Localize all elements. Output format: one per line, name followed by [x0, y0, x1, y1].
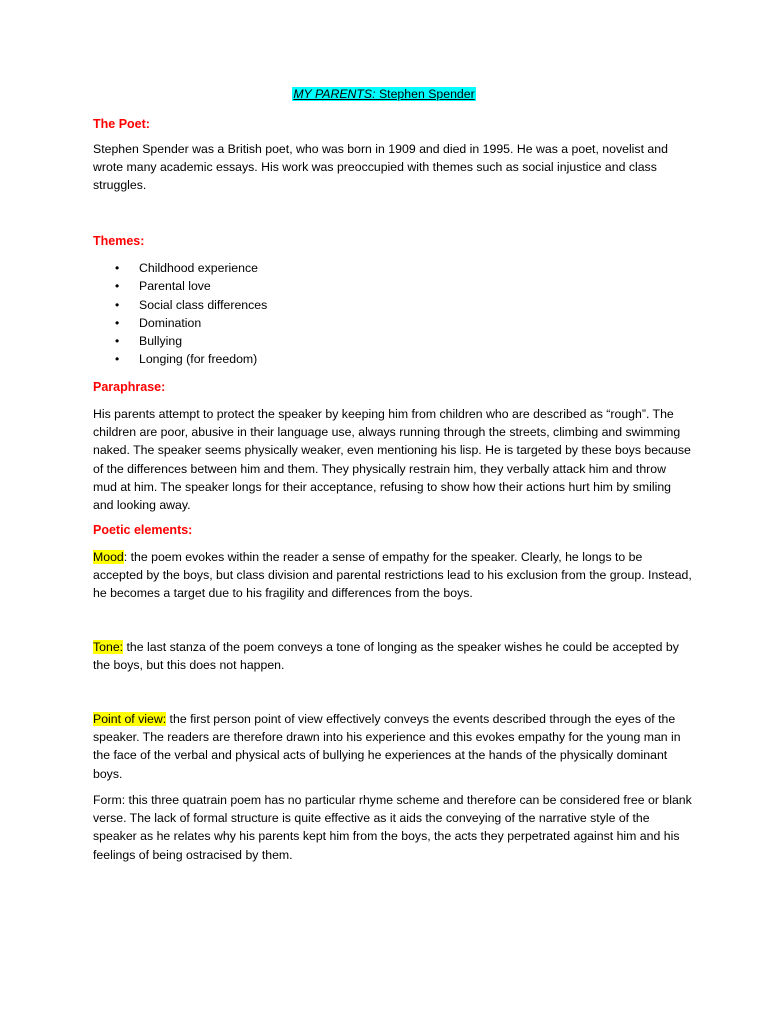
themes-list [93, 259, 267, 369]
themes-heading: Themes: [93, 234, 145, 248]
document-title [0, 85, 768, 103]
bullet-icon: • [115, 315, 120, 330]
paraphrase-heading: Paraphrase: [93, 380, 166, 394]
list-item-label: Childhood experience [139, 261, 258, 275]
tone-paragraph [93, 638, 693, 674]
list-item [93, 314, 267, 332]
list-item [93, 259, 267, 277]
list-item-label: Bullying [139, 334, 183, 349]
point-of-view-paragraph [93, 710, 693, 783]
mood-paragraph [93, 548, 693, 603]
title-author: Stephen Spender [375, 87, 475, 101]
list-item-label: Social class differences [139, 297, 268, 312]
mood-label: Mood [93, 550, 124, 564]
bullet-icon: • [115, 261, 120, 275]
list-item-label: Parental love [139, 279, 211, 294]
poet-heading: The Poet: [93, 117, 150, 131]
bullet-icon: • [115, 352, 120, 367]
point-of-view-label: Point of view: [93, 712, 167, 726]
list-item [93, 350, 267, 368]
mood-text: : the poem evokes within the reader a sense of empathy for the speaker. Clearly, he longs to be accepted by the boys, but class division and parental restrictions lead to his exclusion from the group. Instead, he becomes a target due to his fragility and differences from the boys. [93, 550, 692, 601]
point-of-view-text: the first person point of view effectively conveys the events described through the eyes of the speaker. The readers are therefore drawn into his experience and this evokes empathy for the young man in the face of the verbal and physical acts of bullying he experiences at the hands of the physically dominant boys. [93, 712, 681, 781]
tone-label: Tone: [93, 640, 124, 654]
list-item-label: Longing (for freedom) [139, 352, 258, 367]
bullet-icon: • [115, 334, 120, 349]
list-item [93, 296, 267, 314]
form-paragraph: Form: this three quatrain poem has no particular rhyme scheme and therefore can be considered free or blank verse. The lack of formal structure is quite effective as it aids the conveying of the narrative style of the speaker as he relates why his parents kept him from the boys, the acts they perpetrated against him and his feelings of being ostracised by them. [93, 793, 692, 862]
list-item [93, 332, 267, 350]
poetic-elements-heading: Poetic elements: [93, 523, 193, 537]
title-highlight [292, 87, 475, 101]
bullet-icon: • [115, 297, 120, 312]
bullet-icon: • [115, 279, 120, 294]
tone-text: the last stanza of the poem conveys a tone of longing as the speaker wishes he could be accepted by the boys, but this does not happen. [93, 640, 679, 673]
poet-paragraph: Stephen Spender was a British poet, who was born in 1909 and died in 1995. He was a poet, novelist and wrote many academic essays. His work was preoccupied with themes such as social injustice and class struggles. [93, 142, 668, 193]
list-item [93, 277, 267, 295]
list-item-label: Domination [139, 315, 202, 330]
paraphrase-paragraph: His parents attempt to protect the speaker by keeping him from children who are described as “rough”. The children are poor, abusive in their language use, always running through the streets, climbing and swimming naked. The speaker seems physically weaker, even mentioning his lisp. He is targeted by these boys because of the differences between him and them. They physically restrain him, they verbally attack him and throw mud at him. The speaker longs for their acceptance, refusing to show how their actions hurt him by smiling and looking away. [93, 407, 691, 513]
title-poem-name: MY PARENTS: [293, 87, 376, 101]
